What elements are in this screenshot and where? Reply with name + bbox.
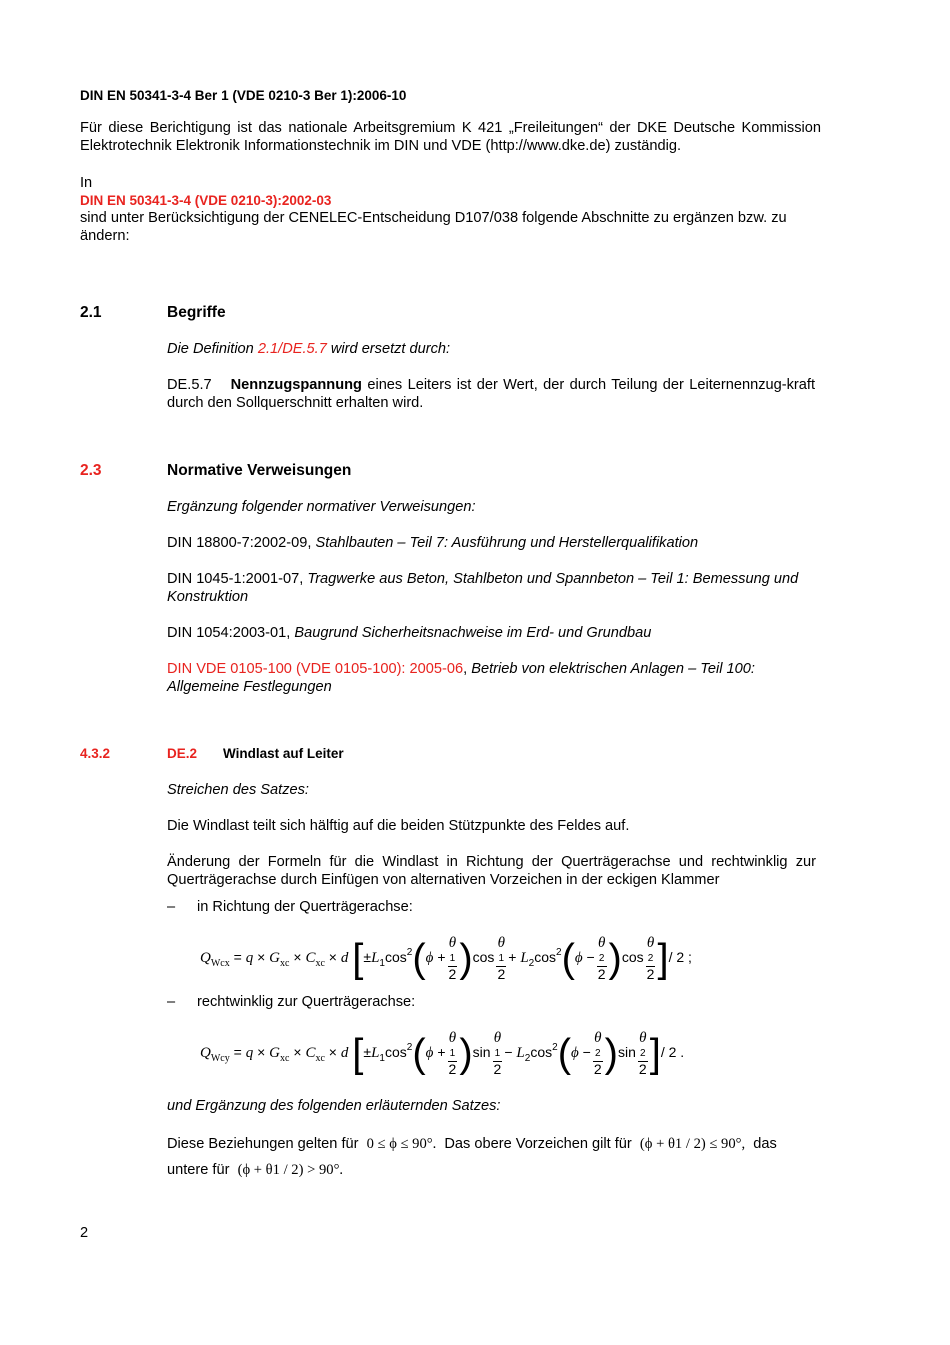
intro-in: In (80, 175, 93, 191)
addition-lead: und Ergänzung des folgenden erläuternden Satzes: (167, 1098, 501, 1114)
normative-ref-2: DIN 1045-1:2001-07, Tragwerke aus Beton, Stahlbeton und Spannbeton – Teil 1: Bemessung und Konstruktion (167, 571, 799, 605)
definition-text: eines Leiters ist der Wert, der durch Teilung der Leiternennzug-kraft durch den Sollquerschnitt erhalten wird. (167, 377, 815, 411)
section-title-windlast: Windlast auf Leiter (223, 746, 344, 761)
section-number-2-3: 2.3 (80, 462, 102, 479)
condition-lower: (ϕ + θ1 / 2) > 90°. (237, 1162, 344, 1178)
document-title: DIN EN 50341-3-4 Ber 1 (VDE 0210-3 Ber 1):2006-10 (80, 88, 407, 103)
bullet-text-1: in Richtung der Querträgerachse: (197, 899, 413, 915)
section-number-2-1: 2.1 (80, 304, 102, 321)
definition-lead: Die Definition 2.1/DE.5.7 wird ersetzt durch: (167, 341, 451, 357)
subsection-de2: DE.2 (167, 746, 198, 761)
strike-lead: Streichen des Satzes: (167, 782, 309, 798)
reference-standard: DIN EN 50341-3-4 (VDE 0210-3):2002-03 (80, 193, 332, 208)
condition-line-1: Diese Beziehungen gelten für 0 ≤ ϕ ≤ 90°. Das obere Vorzeichen gilt für (ϕ + θ1 / 2) ≤ 90°, das (167, 1136, 777, 1152)
definition-reference: 2.1/DE.5.7 (257, 341, 327, 357)
bullet-dash-2: – (167, 994, 176, 1010)
formula-wcx: $Q_{Wcx} = q \times G_{xc} \times C_{xc} \times d$ [$\pm L_1\cos^2(\phi$ + θ 1 2 )cos θ 1 2 + $L_2\cos^2(\phi$ − θ 2 2 )cos θ 2 2 ]/ 2 ; (200, 935, 692, 982)
intro-paragraph: Für diese Berichtigung ist das nationale Arbeitsgremium K 421 „Freileitungen“ der DKE Deutsche Kommission Elektrotechnik Elektronik Informationstechnik im DIN und VDE (http://www.dke.de) zuständig. (80, 120, 821, 154)
formula-change-paragraph: Änderung der Formeln für die Windlast in Richtung der Querträgerachse und rechtwinklig zur Querträgerachse durch Einfügen von alternativen Vorzeichen in der eckigen Klammer (167, 854, 816, 888)
condition-line-2: untere für (ϕ + θ1 / 2) > 90°. (167, 1162, 344, 1178)
struck-sentence: Die Windlast teilt sich hälftig auf die beiden Stützpunkte des Feldes auf. (167, 818, 630, 834)
normative-ref-4: DIN VDE 0105-100 (VDE 0105-100): 2005-06, Betrieb von elektrischen Anlagen – Teil 100: Allgemeine Festlegungen (167, 661, 755, 695)
page-number: 2 (80, 1225, 89, 1241)
intro-paragraph-2: sind unter Berücksichtigung der CENELEC-Entscheidung D107/038 folgende Abschnitte zu ergänzen bzw. zu ändern: (80, 210, 787, 244)
section-number-4-3-2: 4.3.2 (80, 746, 111, 761)
normative-ref-3: DIN 1054:2003-01, Baugrund Sicherheitsnachweise im Erd- und Grundbau (167, 625, 652, 641)
definition-entry (167, 376, 815, 412)
definition-number: DE.5.7 (167, 377, 212, 393)
normative-lead: Ergänzung folgender normativer Verweisungen: (167, 499, 476, 515)
section-title-normative: Normative Verweisungen (167, 462, 352, 479)
condition-range: 0 ≤ ϕ ≤ 90°. (366, 1136, 437, 1152)
section-title-begriffe: Begriffe (167, 304, 226, 321)
definition-term: Nennzugspannung (230, 377, 362, 393)
condition-upper: (ϕ + θ1 / 2) ≤ 90°, (639, 1136, 746, 1152)
bullet-dash-1: – (167, 899, 176, 915)
normative-ref-1: DIN 18800-7:2002-09, Stahlbauten – Teil 7: Ausführung und Herstellerqualifikation (167, 535, 699, 551)
formula-wcy: $Q_{Wcy} = q \times G_{xc} \times C_{xc} \times d$ [$\pm L_1\cos^2(\phi$ + θ 1 2 )sin θ 1 2 − $L_2\cos^2(\phi$ − θ 2 2 )sin θ 2 2 ]/ 2 . (200, 1030, 685, 1077)
bullet-text-2: rechtwinklig zur Querträgerachse: (197, 994, 416, 1010)
